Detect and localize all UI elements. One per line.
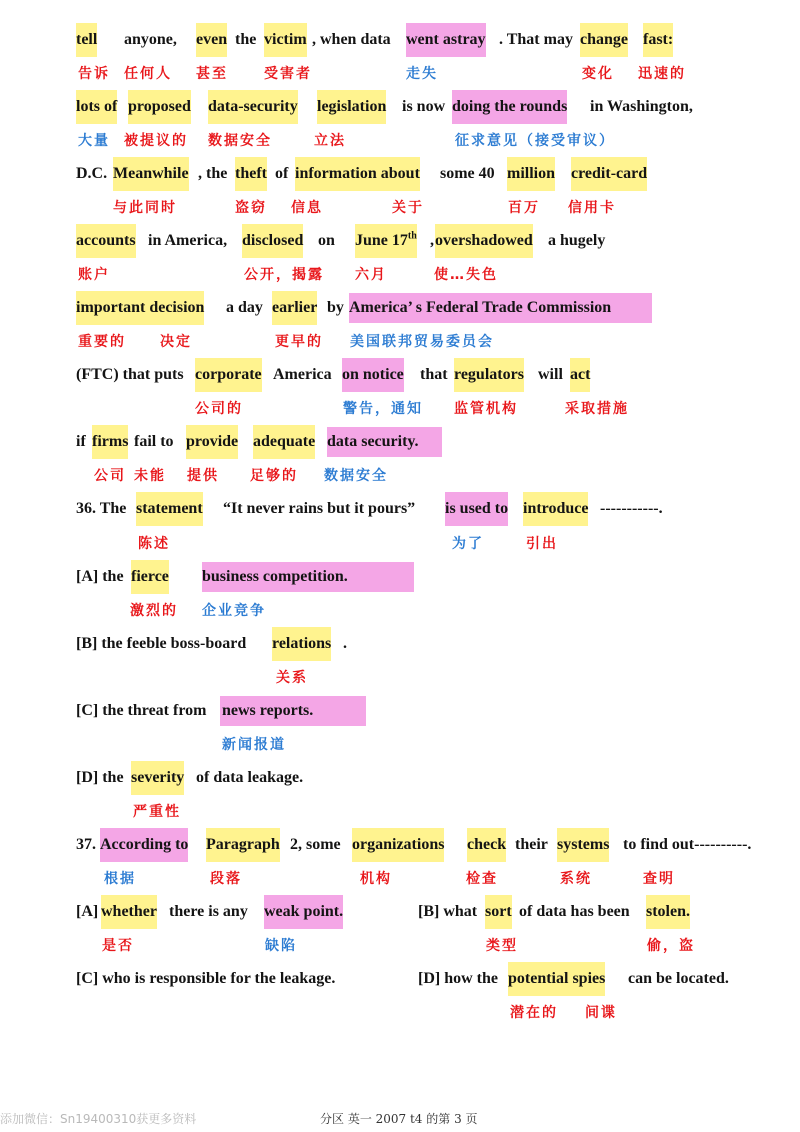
text-word: [76, 492, 126, 526]
annotation-line: [0, 392, 800, 426]
text-word: [208, 90, 298, 124]
word-text: lots of: [76, 98, 118, 115]
text-word: [101, 895, 157, 929]
text-word: [128, 90, 191, 124]
text-word: [76, 560, 124, 594]
text-word: [76, 358, 184, 392]
text-word: [272, 291, 317, 325]
text-word: [272, 627, 331, 661]
text-word: [445, 492, 508, 526]
text-word: [186, 425, 238, 459]
word-text: [A]: [76, 903, 99, 920]
chinese-annotation: 数据安全: [208, 133, 272, 149]
text-word: [202, 560, 348, 594]
text-word: [590, 90, 693, 124]
chinese-annotation: 盗窃: [235, 200, 267, 216]
text-word: [327, 425, 419, 459]
word-text: , when data: [312, 31, 391, 48]
text-word: [100, 828, 188, 862]
annotation-line: [0, 728, 800, 762]
text-word: [76, 962, 335, 996]
text-word: [253, 425, 315, 459]
chinese-annotation: 偷，盗: [647, 938, 695, 954]
text-word: [198, 157, 227, 191]
text-word: [275, 157, 288, 191]
word-text: by: [327, 299, 344, 316]
chinese-annotation: 类型: [486, 938, 518, 954]
text-line: [0, 761, 800, 795]
word-text: severity: [131, 769, 185, 786]
chinese-annotation: 走失: [406, 66, 438, 82]
text-word: [196, 761, 303, 795]
word-text: check: [467, 836, 507, 853]
annotation-line: [0, 459, 800, 493]
word-text: systems: [557, 836, 610, 853]
word-text: in Washington,: [590, 98, 693, 115]
word-text: in America,: [148, 232, 228, 249]
chinese-annotation: 严重性: [133, 804, 181, 820]
word-text: of data has been: [519, 903, 630, 920]
word-text: news reports.: [222, 702, 314, 719]
text-word: [169, 895, 248, 929]
word-text: business competition.: [202, 568, 348, 585]
word-text: regulators: [454, 366, 524, 383]
text-word: [273, 358, 332, 392]
chinese-annotation: 陈述: [138, 536, 170, 552]
word-text: is now: [402, 98, 446, 115]
word-text: fail to: [134, 433, 174, 450]
text-word: [508, 962, 605, 996]
text-word: [623, 828, 751, 862]
word-text: overshadowed: [435, 232, 533, 249]
word-text: (FTC) that puts: [76, 366, 184, 383]
word-text: introduce: [523, 500, 589, 517]
text-line: [0, 962, 800, 996]
annotation-line: [0, 527, 800, 561]
word-text: [A] the: [76, 568, 124, 585]
word-text: earlier: [272, 299, 318, 316]
text-word: [131, 761, 184, 795]
chinese-annotation: 征求意见（接受审议）: [455, 133, 615, 149]
text-word: [76, 23, 97, 57]
text-line: [0, 425, 800, 459]
chinese-annotation: 信息: [291, 200, 323, 216]
text-word: [76, 895, 98, 929]
chinese-annotation: 公开，揭露: [244, 267, 324, 283]
text-word: [355, 224, 417, 258]
watermark-text: 添加微信：Sn19400310获更多资料: [0, 1112, 197, 1126]
word-text: . That may: [499, 31, 573, 48]
chinese-annotation: 为了: [452, 536, 484, 552]
chinese-annotation: 决定: [160, 334, 192, 350]
chinese-annotation: 间谍: [585, 1005, 617, 1021]
chinese-annotation: 公司的: [195, 401, 243, 417]
text-word: [342, 358, 404, 392]
page-footer: 分区 英一 2007 t4 的第 3 页: [320, 1112, 478, 1126]
text-word: [235, 157, 267, 191]
text-word: [440, 157, 495, 191]
word-text: potential spies: [508, 970, 606, 987]
word-text: [C] the threat from: [76, 702, 207, 719]
text-word: [76, 761, 124, 795]
text-word: [195, 358, 262, 392]
text-word: [600, 492, 663, 526]
word-text: there is any: [169, 903, 248, 920]
chinese-annotation: 新闻报道: [222, 737, 286, 753]
text-word: [113, 157, 189, 191]
word-text: relations: [272, 635, 332, 652]
word-text: .: [343, 635, 347, 652]
text-word: [430, 224, 434, 258]
word-text: a hugely: [548, 232, 606, 249]
text-word: [196, 23, 227, 57]
annotation-line: [0, 862, 800, 896]
text-word: [420, 358, 448, 392]
superscript: th: [407, 230, 417, 242]
chinese-annotation: 系统: [560, 871, 592, 887]
word-text: on: [318, 232, 335, 249]
text-word: [523, 492, 588, 526]
text-word: [92, 425, 128, 459]
text-word: [352, 828, 444, 862]
word-text: is used to: [445, 500, 509, 517]
text-word: [454, 358, 524, 392]
word-text: of data leakage.: [196, 769, 304, 786]
text-word: [452, 90, 567, 124]
text-word: [223, 492, 415, 526]
word-text: Paragraph: [206, 836, 280, 853]
text-word: [467, 828, 506, 862]
text-word: [571, 157, 647, 191]
text-word: [134, 425, 174, 459]
word-text: [B] the feeble boss-board: [76, 635, 247, 652]
word-text: Meanwhile: [113, 165, 189, 182]
word-text: information about: [295, 165, 420, 182]
word-text: victim: [264, 31, 307, 48]
text-word: [148, 224, 227, 258]
text-word: [418, 962, 498, 996]
annotation-line: [0, 124, 800, 158]
text-word: [548, 224, 605, 258]
word-text: some 40: [440, 165, 495, 182]
annotation-line: [0, 594, 800, 628]
text-line: [0, 157, 800, 191]
chinese-annotation: 根据: [104, 871, 136, 887]
chinese-annotation: 提供: [187, 468, 219, 484]
word-text: adequate: [253, 433, 316, 450]
chinese-annotation: 采取措施: [565, 401, 629, 417]
chinese-annotation: 任何人: [124, 66, 172, 82]
annotation-line: [0, 996, 800, 1030]
text-word: [349, 291, 611, 325]
word-text: stolen.: [646, 903, 690, 920]
word-text: June 17: [355, 232, 408, 249]
text-word: [76, 157, 107, 191]
word-text: America’ s Federal Trade Commission: [349, 299, 612, 316]
word-text: weak point.: [264, 903, 344, 920]
chinese-annotation: 变化: [582, 66, 614, 82]
text-word: [435, 224, 533, 258]
chinese-annotation: 重要的: [78, 334, 126, 350]
text-word: [418, 895, 477, 929]
text-word: [76, 224, 136, 258]
text-line: [0, 627, 800, 661]
text-word: [136, 492, 203, 526]
chinese-annotation: 足够的: [250, 468, 298, 484]
word-text: data-security: [208, 98, 298, 115]
chinese-annotation: 段落: [210, 871, 242, 887]
word-text: accounts: [76, 232, 136, 249]
word-text: proposed: [128, 98, 191, 115]
text-word: [646, 895, 690, 929]
text-word: [76, 627, 246, 661]
word-text: statement: [136, 500, 203, 517]
word-text: on notice: [342, 366, 404, 383]
text-word: [222, 694, 313, 728]
chinese-annotation: 与此同时: [113, 200, 177, 216]
word-text: -----------.: [600, 500, 663, 517]
chinese-annotation: 大量: [78, 133, 110, 149]
word-text: their: [515, 836, 548, 853]
chinese-annotation: 数据安全: [324, 468, 388, 484]
word-text: corporate: [195, 366, 262, 383]
annotation-line: [0, 191, 800, 225]
chinese-annotation: 未能: [134, 468, 166, 484]
text-word: [343, 627, 347, 661]
word-text: act: [570, 366, 591, 383]
word-text: can be located.: [628, 970, 729, 987]
text-word: [76, 90, 117, 124]
word-text: important decision: [76, 299, 205, 316]
word-text: D.C.: [76, 165, 108, 182]
word-text: went astray: [406, 31, 486, 48]
word-text: doing the rounds: [452, 98, 568, 115]
text-word: [538, 358, 563, 392]
chinese-annotation: 甚至: [196, 66, 228, 82]
text-word: [643, 23, 673, 57]
word-text: tell: [76, 31, 98, 48]
word-text: 36. The: [76, 500, 127, 517]
chinese-annotation: 缺陷: [265, 938, 297, 954]
chinese-annotation: 引出: [526, 536, 558, 552]
chinese-annotation: 六月: [355, 267, 387, 283]
word-text: fast:: [643, 31, 674, 48]
word-text: According to: [100, 836, 189, 853]
annotation-line: [0, 929, 800, 963]
text-word: [131, 560, 169, 594]
text-line: [0, 23, 800, 57]
text-word: [406, 23, 486, 57]
chinese-annotation: 是否: [102, 938, 134, 954]
chinese-annotation: 公司: [94, 468, 126, 484]
text-line: [0, 90, 800, 124]
word-text: fierce: [131, 568, 169, 585]
word-text: , the: [198, 165, 228, 182]
text-word: [226, 291, 263, 325]
chinese-annotation: 信用卡: [568, 200, 616, 216]
chinese-annotation: 百万: [508, 200, 540, 216]
chinese-annotation: 警告，通知: [343, 401, 423, 417]
text-word: [290, 828, 341, 862]
chinese-annotation: 检查: [466, 871, 498, 887]
chinese-annotation: 查明: [643, 871, 675, 887]
text-word: [317, 90, 386, 124]
text-word: [76, 425, 86, 459]
chinese-annotation: 监管机构: [454, 401, 518, 417]
chinese-annotation: 更早的: [275, 334, 323, 350]
text-word: [124, 23, 177, 57]
word-text: credit-card: [571, 165, 648, 182]
text-word: [295, 157, 420, 191]
chinese-annotation: 受害者: [264, 66, 312, 82]
word-text: America: [273, 366, 332, 383]
chinese-annotation: 账户: [78, 267, 110, 283]
text-word: [318, 224, 335, 258]
text-word: [628, 962, 729, 996]
word-text: sort: [485, 903, 512, 920]
annotation-line: [0, 661, 800, 695]
text-line: [0, 358, 800, 392]
word-text: [B] what: [418, 903, 478, 920]
annotation-line: [0, 795, 800, 829]
word-text: firms: [92, 433, 129, 450]
word-text: 2, some: [290, 836, 341, 853]
chinese-annotation: 关于: [392, 200, 424, 216]
chinese-annotation: 使…失色: [434, 267, 498, 283]
text-word: [580, 23, 628, 57]
chinese-annotation: 迅速的: [638, 66, 686, 82]
chinese-annotation: 美国联邦贸易委员会: [350, 334, 494, 350]
word-text: a day: [226, 299, 263, 316]
text-line: [0, 828, 800, 862]
chinese-annotation: 被提议的: [124, 133, 188, 149]
text-word: [327, 291, 344, 325]
text-word: [312, 23, 391, 57]
text-line: [0, 492, 800, 526]
chinese-annotation: 机构: [360, 871, 392, 887]
word-text: “It never rains but it pours”: [223, 500, 416, 517]
annotation-line: [0, 258, 800, 292]
word-text: that: [420, 366, 448, 383]
text-word: [557, 828, 609, 862]
word-text: the: [235, 31, 257, 48]
text-line: [0, 224, 800, 258]
word-text: provide: [186, 433, 239, 450]
word-text: to find out----------.: [623, 836, 752, 853]
chinese-annotation: 企业竞争: [202, 603, 266, 619]
word-text: whether: [101, 903, 157, 920]
word-text: theft: [235, 165, 267, 182]
text-word: [76, 694, 206, 728]
chinese-annotation: 立法: [314, 133, 346, 149]
word-text: organizations: [352, 836, 445, 853]
text-word: [76, 291, 204, 325]
chinese-annotation: 激烈的: [130, 603, 178, 619]
text-word: [242, 224, 303, 258]
chinese-annotation: 潜在的: [510, 1005, 558, 1021]
chinese-annotation: 告诉: [78, 66, 110, 82]
text-line: [0, 291, 800, 325]
word-text: if: [76, 433, 86, 450]
word-text: [D] how the: [418, 970, 498, 987]
word-text: disclosed: [242, 232, 304, 249]
text-word: [499, 23, 573, 57]
word-text: change: [580, 31, 628, 48]
word-text: of: [275, 165, 289, 182]
word-text: million: [507, 165, 556, 182]
text-word: [264, 895, 343, 929]
text-line: [0, 694, 800, 728]
text-word: [264, 23, 307, 57]
text-word: [570, 358, 590, 392]
annotation-line: [0, 57, 800, 91]
text-word: [235, 23, 256, 57]
text-line: [0, 895, 800, 929]
text-line: [0, 560, 800, 594]
text-word: [76, 828, 96, 862]
word-text: 37.: [76, 836, 96, 853]
text-word: [507, 157, 555, 191]
text-word: [402, 90, 445, 124]
annotation-line: [0, 325, 800, 359]
text-word: [206, 828, 280, 862]
word-text: legislation: [317, 98, 387, 115]
text-word: [519, 895, 630, 929]
text-word: [485, 895, 512, 929]
word-text: [D] the: [76, 769, 124, 786]
word-text: ,: [430, 232, 434, 249]
chinese-annotation: 关系: [276, 670, 308, 686]
word-text: [C] who is responsible for the leakage.: [76, 970, 336, 987]
text-word: [515, 828, 548, 862]
word-text: will: [538, 366, 563, 383]
word-text: data security.: [327, 433, 419, 450]
word-text: anyone,: [124, 31, 177, 48]
word-text: even: [196, 31, 228, 48]
